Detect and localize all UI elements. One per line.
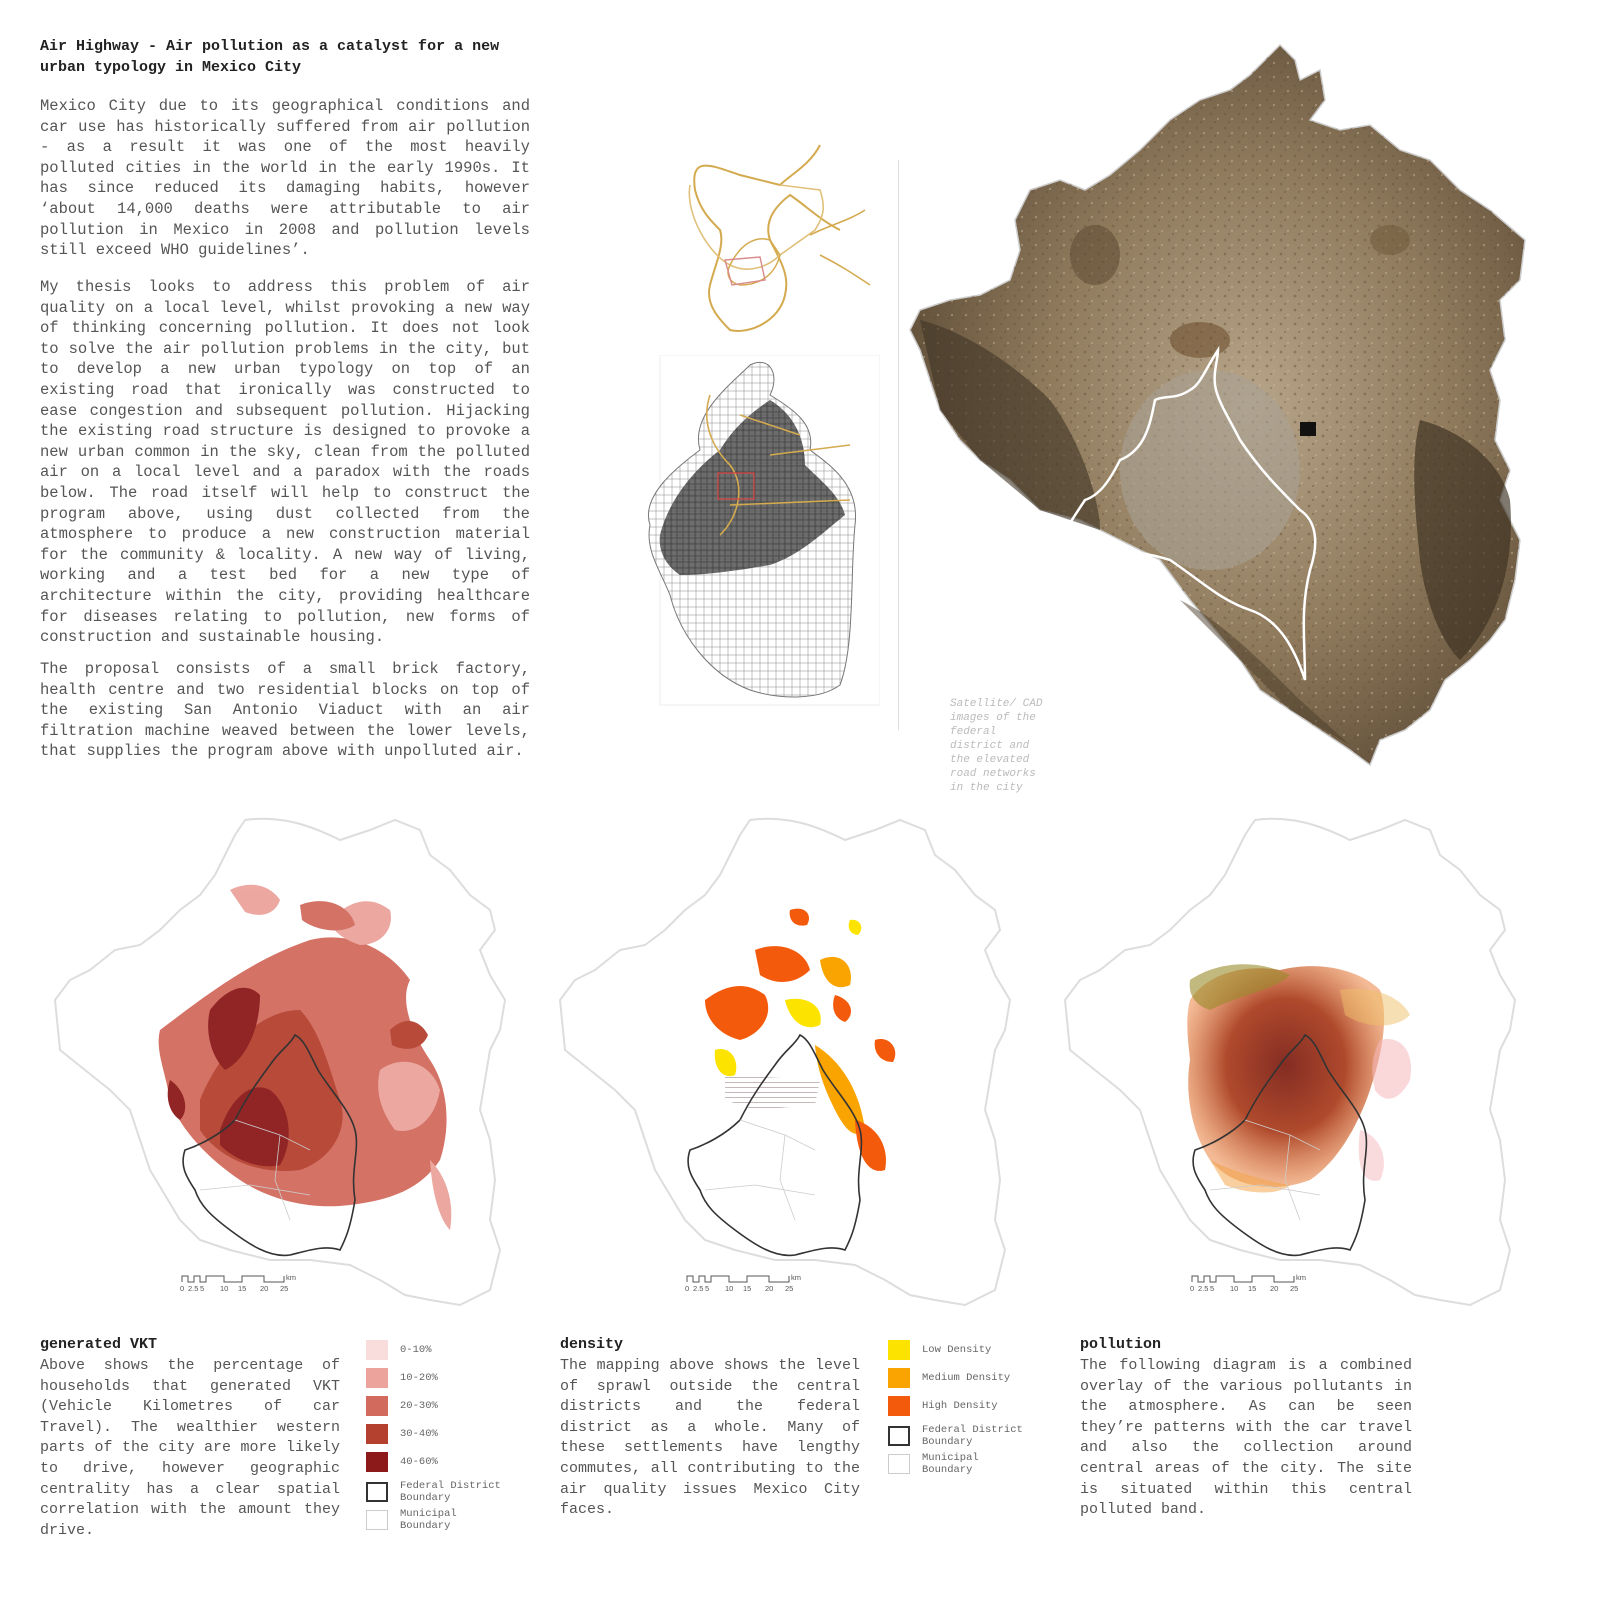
- divider: [898, 160, 899, 730]
- legend-item: [366, 1480, 516, 1504]
- legend-label: 10-20%: [400, 1372, 438, 1384]
- legend-swatch: [366, 1424, 388, 1444]
- legend-item: [366, 1368, 438, 1388]
- legend-item: [366, 1508, 516, 1532]
- scale-tick: 25: [1290, 1284, 1299, 1293]
- scale-tick: 2.5: [693, 1284, 704, 1293]
- legend-item: [888, 1452, 1038, 1476]
- pollution-heading: pollution: [1080, 1336, 1162, 1353]
- scale-unit: km: [791, 1273, 801, 1282]
- legend-swatch: [888, 1396, 910, 1416]
- pollution-map: [1060, 800, 1520, 1310]
- intro-paragraph: Mexico City due to its geographical conditions and car use has historically suffered from air pollution - as a result it was one of the most heavily polluted cities in the world in the early 1990s. It has since reduced its damaging habits, however ‘about 14,000 deaths were attributable to air pollution in Mexico in 2008 and pollution levels still exceed WHO guidelines’.: [40, 97, 530, 260]
- vkt-heading: generated VKT: [40, 1336, 158, 1353]
- scale-tick: 15: [743, 1284, 752, 1293]
- legend-swatch: [888, 1454, 910, 1474]
- legend-label: 40-60%: [400, 1456, 438, 1468]
- scale-tick: 5: [200, 1284, 205, 1293]
- legend-item: [366, 1424, 438, 1444]
- scale-tick: 25: [785, 1284, 794, 1293]
- legend-label: Federal District Boundary: [922, 1424, 1023, 1448]
- scale-tick: 20: [1270, 1284, 1279, 1293]
- legend-label: Municipal Boundary: [400, 1508, 457, 1532]
- scale-tick: 10: [1230, 1284, 1239, 1293]
- page-title: Air Highway - Air pollution as a catalyst for a new urban typology in Mexico City: [40, 38, 500, 76]
- legend-swatch: [888, 1340, 910, 1360]
- scale-tick: 10: [725, 1284, 734, 1293]
- scale-tick: 2.5: [188, 1284, 199, 1293]
- legend-swatch: [366, 1482, 388, 1502]
- pollution-text: The following diagram is a combined overlay of the various pollutants in the atmosphere. As can be seen they’re patterns with the car travel and also the collection around central areas of the city. The site is situated within this central polluted band.: [1080, 1357, 1412, 1519]
- scale-tick: 0: [1190, 1284, 1195, 1293]
- density-heading: density: [560, 1336, 624, 1353]
- legend-swatch: [888, 1368, 910, 1388]
- legend-swatch: [888, 1426, 910, 1446]
- legend-swatch: [366, 1452, 388, 1472]
- legend-item: [366, 1396, 438, 1416]
- scale-bar-1: [180, 1272, 310, 1294]
- legend-item: [366, 1452, 438, 1472]
- scale-tick: 20: [765, 1284, 774, 1293]
- scale-tick: 5: [1210, 1284, 1215, 1293]
- vkt-map: [50, 800, 510, 1310]
- scale-tick: 10: [220, 1284, 229, 1293]
- legend-swatch: [366, 1396, 388, 1416]
- scale-tick: 5: [705, 1284, 710, 1293]
- legend-label: 0-10%: [400, 1344, 432, 1356]
- scale-tick: 15: [238, 1284, 247, 1293]
- scale-tick: 25: [280, 1284, 289, 1293]
- road-network-diagram: [670, 135, 890, 345]
- scale-bar-3: [1190, 1272, 1320, 1294]
- scale-tick: 15: [1248, 1284, 1257, 1293]
- legend-item: [888, 1368, 1010, 1388]
- legend-label: Low Density: [922, 1344, 992, 1356]
- legend-swatch: [366, 1368, 388, 1388]
- scale-tick: 20: [260, 1284, 269, 1293]
- density-map: [555, 800, 1015, 1310]
- proposal-paragraph: The proposal consists of a small brick factory, health centre and two residential blocks on top of the existing San Antonio Viaduct with an air filtration machine weaved between the lower levels, that supplies the program above with unpolluted air.: [40, 660, 530, 761]
- legend-label: 20-30%: [400, 1400, 438, 1412]
- cad-diagram: [620, 355, 880, 715]
- legend-swatch: [366, 1510, 388, 1530]
- legend-item: [366, 1340, 432, 1360]
- legend-swatch: [366, 1340, 388, 1360]
- legend-label: 30-40%: [400, 1428, 438, 1440]
- scale-tick: 0: [685, 1284, 690, 1293]
- scale-unit: km: [286, 1273, 296, 1282]
- legend-label: Municipal Boundary: [922, 1452, 979, 1476]
- scale-tick: 2.5: [1198, 1284, 1209, 1293]
- legend-label: Federal District Boundary: [400, 1480, 501, 1504]
- legend-item: [888, 1424, 1038, 1448]
- legend-item: [888, 1396, 998, 1416]
- scale-tick: 0: [180, 1284, 185, 1293]
- density-text: The mapping above shows the level of sprawl outside the central districts and the federal district as a whole. Many of these settlements have lengthy commutes, all contributing to the air quality issues Mexico City faces.: [560, 1357, 860, 1519]
- thesis-paragraph: My thesis looks to address this problem of air quality on a local level, whilst provoking a new way of thinking concerning pollution. It does not look to solve the air pollution problems in the city, but to develop a new urban typology on top of an existing road that ironically was constructed to ease congestion and subsequent pollution. Hijacking the existing road structure is designed to provoke a new urban common in the sky, clean from the polluted air on a local level and a paradox with the roads below. The road itself will help to construct the program above, using dust collected from the atmosphere to produce a new construction material for the community & locality. A new way of living, working and a test bed for a new type of architecture within the city, providing healthcare for diseases relating to pollution, new forms of construction and sustainable housing.: [40, 278, 530, 647]
- scale-bar-2: [685, 1272, 815, 1294]
- scale-unit: km: [1296, 1273, 1306, 1282]
- legend-item: [888, 1340, 991, 1360]
- satellite-caption: Satellite/ CAD images of the federal district and the elevated road networks in the city: [950, 698, 1043, 794]
- vkt-text: Above shows the percentage of households that generated VKT (Vehicle Kilometres of car Travel). The wealthier western parts of the city are more likely to drive, however geographic centrality has a clear spatial correlation with the amount they drive.: [40, 1357, 340, 1539]
- satellite-map: [900, 40, 1580, 790]
- legend-label: Medium Density: [922, 1372, 1011, 1384]
- legend-label: High Density: [922, 1400, 998, 1412]
